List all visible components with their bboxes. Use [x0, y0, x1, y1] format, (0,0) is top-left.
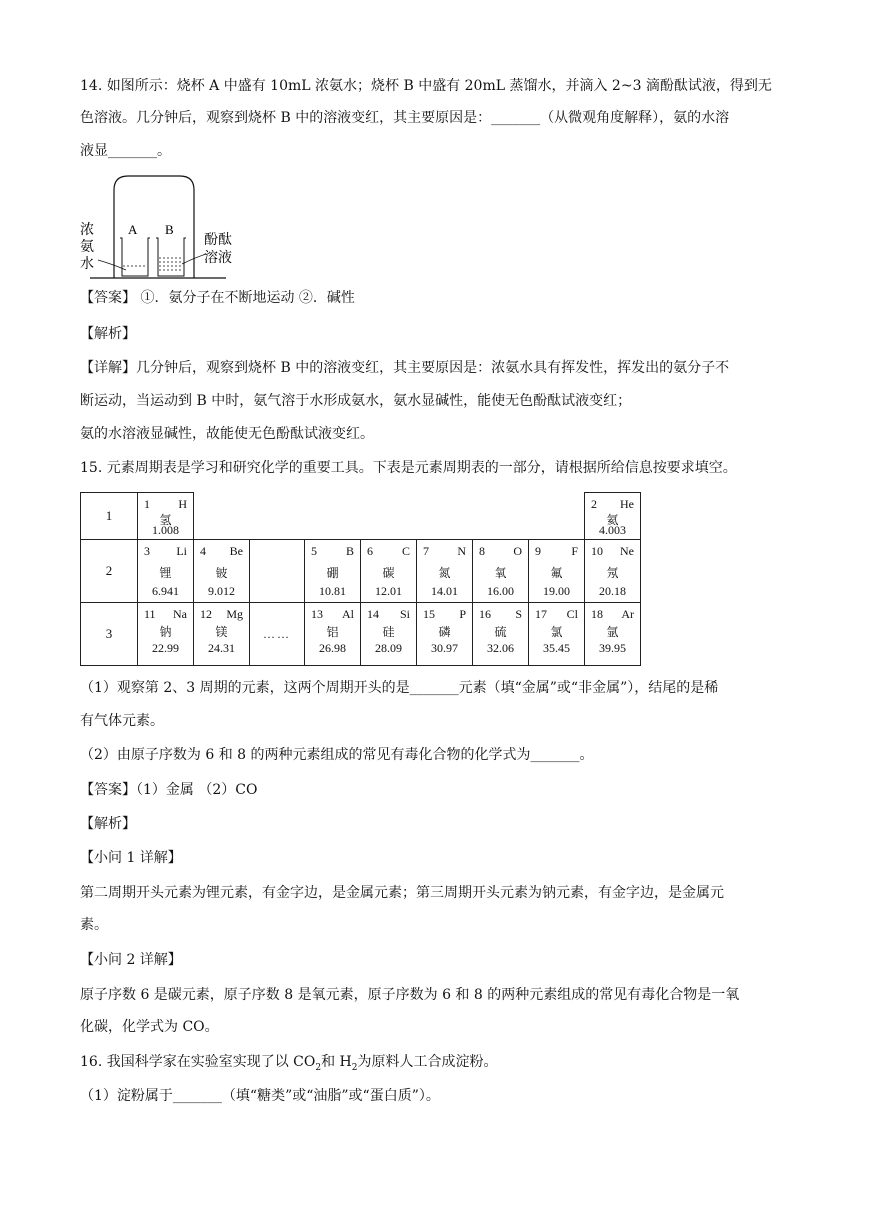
q15-sub1-line1: （1）观察第 2、3 周期的元素，这两个周期开头的是_______元素（填“金属”或“非金属”），结尾的是稀: [80, 680, 719, 696]
right-label-2: 溶液: [204, 250, 232, 266]
gap-cell: [250, 540, 305, 603]
left-label-1: 浓: [80, 222, 94, 238]
q14-stem-line2: 色溶液。几分钟后，观察到烧杯 B 中的溶液变红，其主要原因是：_______（从微观角度解释），氨的水溶: [80, 110, 730, 126]
q15-answer: 【答案】（1）金属 （2）CO: [80, 782, 258, 798]
period-label: 2: [81, 540, 138, 603]
element-cell: 3 Li 锂 6.941: [138, 540, 194, 603]
q15-small1-title: 【小问 1 详解】: [80, 850, 182, 866]
right-label-1: 酚酞: [204, 232, 232, 248]
element-cell: 11 Na 钠 22.99: [138, 603, 194, 666]
element-cell: 16 S 硫 32.06: [473, 603, 529, 666]
q14-analysis-title: 【解析】: [80, 326, 136, 342]
q16-sub1: （1）淀粉属于_______（填“糖类”或“油脂”或“蛋白质”）。: [80, 1088, 440, 1104]
element-cell: 18 Ar 氩 39.95: [585, 603, 641, 666]
label-a: A: [128, 222, 138, 237]
q15-stem: 15. 元素周期表是学习和研究化学的重要工具。下表是元素周期表的一部分，请根据所给信息按要求填空。: [80, 460, 737, 476]
q15-small2-line1: 原子序数 6 是碳元素，原子序数 8 是氧元素，原子序数为 6 和 8 的两种元素组成的常见有毒化合物是一氧: [80, 987, 740, 1003]
q15-sub1-line2: 有气体元素。: [80, 713, 164, 729]
period-label: 3: [81, 603, 138, 666]
q14-detail-line2: 断运动，当运动到 B 中时，氨气溶于水形成氨水，氨水显碱性，能使无色酚酞试液变红；: [80, 393, 632, 409]
element-cell: 9 F 氟 19.00: [529, 540, 585, 603]
element-cell: 7 N 氮 14.01: [417, 540, 473, 603]
q15-small2-title: 【小问 2 详解】: [80, 952, 182, 968]
empty-block: [194, 493, 585, 540]
q15-small1-line2: 素。: [80, 917, 108, 933]
label-b: B: [165, 222, 174, 237]
left-label-2: 氨: [80, 239, 94, 255]
element-cell: 5 B 硼 10.81: [305, 540, 361, 603]
q14-stem-line3: 液显_______。: [80, 143, 171, 159]
element-cell: 13 Al 铝 26.98: [305, 603, 361, 666]
q14-answer: 【答案】 ①．氨分子在不断地运动 ②．碱性: [80, 290, 355, 306]
q16-stem: 16. 我国科学家在实验室实现了以 $CO_2$和 $H_2$为原料人工合成淀粉。: [80, 1054, 498, 1073]
element-cell: 17 Cl 氯 35.45: [529, 603, 585, 666]
periodic-table: [80, 492, 641, 666]
element-cell: 6 C 碳 12.01: [361, 540, 417, 603]
element-cell: 12 Mg 镁 24.31: [194, 603, 250, 666]
q14-detail-line3: 氨的水溶液显碱性，故能使无色酚酞试液变红。: [80, 426, 374, 442]
element-cell: 10 Ne 氖 20.18: [585, 540, 641, 603]
left-label-3: 水: [80, 256, 94, 272]
q15-sub2: （2）由原子序数为 6 和 8 的两种元素组成的常见有毒化合物的化学式为_______。: [80, 747, 594, 763]
element-cell: 1 H 氢 1.008: [138, 493, 194, 540]
element-cell: 4 Be 铍 9.012: [194, 540, 250, 603]
element-cell: 15 P 磷 30.97: [417, 603, 473, 666]
beaker-diagram: [76, 172, 246, 282]
element-cell: 14 Si 硅 28.09: [361, 603, 417, 666]
q14-detail-line1: 【详解】几分钟后，观察到烧杯 B 中的溶液变红，其主要原因是：浓氨水具有挥发性，挥发出的氨分子不: [80, 360, 730, 376]
ellipsis-cell: ……: [250, 603, 305, 666]
q15-analysis-title: 【解析】: [80, 816, 136, 832]
element-cell: 8 O 氧 16.00: [473, 540, 529, 603]
q14-stem-line1: 14. 如图所示：烧杯 A 中盛有 10mL 浓氨水；烧杯 B 中盛有 20mL 蒸馏水，并滴入 2~3 滴酚酞试液，得到无: [80, 78, 772, 94]
q15-small2-line2: 化碳，化学式为 CO。: [80, 1019, 219, 1035]
element-cell: 2 He 氦 4.003: [585, 493, 641, 540]
period-label: 1: [81, 493, 138, 540]
q15-small1-line1: 第二周期开头元素为锂元素，有金字边，是金属元素；第三周期开头元素为钠元素，有金字边，是金属元: [80, 885, 724, 901]
